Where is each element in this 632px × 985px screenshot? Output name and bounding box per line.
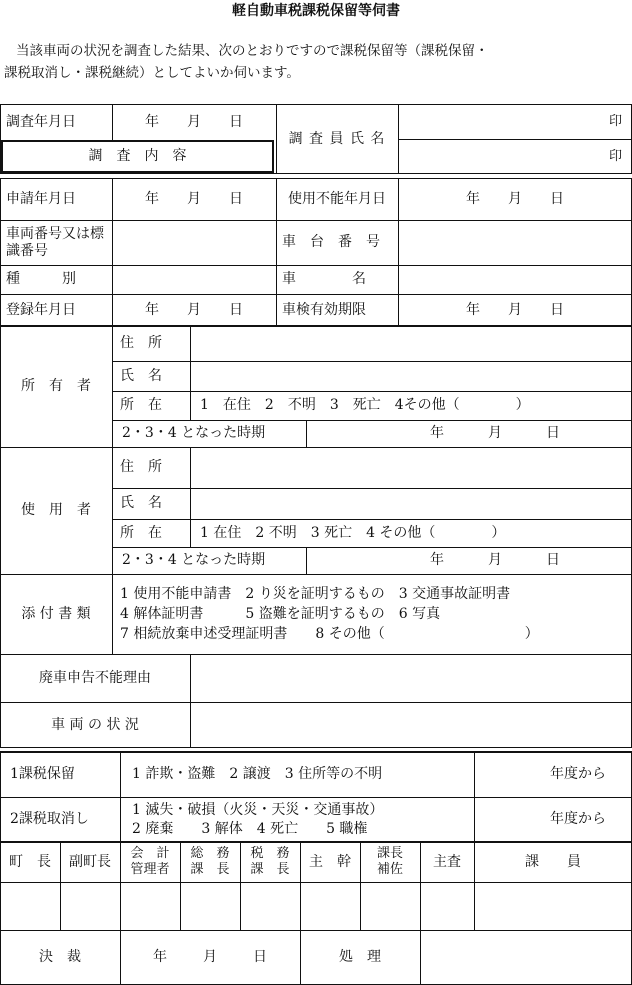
user-name-label: 氏 名 [120,495,162,512]
day-text: 日 [229,113,243,130]
chief-header: 主 幹 [309,853,351,870]
year-text: 年 [430,552,444,569]
chassis-number-value[interactable] [398,220,632,265]
general-affairs-header: 総 務 課 長 [190,846,230,877]
abandon-reason-label: 廃車申告不能理由 [39,669,151,686]
attachment-line-1: 1 使用不能申請書 2 り災を証明するもの 3 交通事故証明書 [120,586,511,602]
stamp-cell-accounting[interactable] [120,882,180,930]
staff-header: 課 員 [525,853,581,870]
day-text: 日 [550,301,564,318]
seal-mark-2: 印 [608,148,622,164]
decision-label: 決 裁 [39,949,81,966]
stamp-cell-general[interactable] [180,882,240,930]
tax-hold-year[interactable]: 年度から [550,766,606,783]
day-text: 日 [550,190,564,207]
intro-line-1: 当該車両の状況を調査した結果、次のとおりですので課税保留等（課税保留・ [16,43,489,59]
attachment-line-2: 4 解体証明書 5 盗難を証明するもの 6 写真 [120,606,441,622]
user-label: 使 用 者 [21,502,91,519]
survey-content-header: 調 査 内 容 [1,140,274,173]
cancel-line-2: 2 廃棄 3 解体 4 死亡 5 職権 [132,820,368,837]
attachments-label: 添 付 書 類 [21,605,91,622]
stamp-cell-chief[interactable] [300,882,360,930]
owner-label: 所 有 者 [21,378,91,395]
attachments-list[interactable] [112,574,632,654]
process-label: 処 理 [339,949,381,966]
year-text: 年 [430,425,444,442]
stamp-cell-mayor[interactable] [0,882,60,930]
stamp-cell-tax[interactable] [240,882,300,930]
survey-date-label: 調査年月日 [6,113,76,130]
tax-chief-header: 税 務 課 長 [250,846,290,877]
owner-address-value[interactable] [190,326,632,361]
owner-when-label: 2・3・4 となった時期 [122,425,266,442]
day-text: 日 [253,949,267,966]
owner-name-label: 氏 名 [120,367,162,384]
owner-whereabouts-label: 所 在 [120,397,162,414]
process-value[interactable] [420,930,632,985]
user-when-value[interactable] [380,547,610,574]
day-text: 日 [546,425,560,442]
vehicle-number-label: 車両番号又は標識番号 [6,225,104,259]
deputy-header: 課長 補佐 [376,846,403,877]
tax-cancel-options[interactable] [120,797,474,842]
car-name-value[interactable] [398,265,632,294]
vehicle-number-value[interactable] [112,220,276,265]
survey-date-value[interactable] [112,104,276,140]
intro-line-2: 課税取消し・課税継続）としてよいか伺います。 [4,65,300,81]
month-text: 月 [508,301,522,318]
day-text: 日 [546,552,560,569]
chassis-number-label: 車 台 番 号 [282,234,380,251]
stamp-cell-vice-mayor[interactable] [60,882,120,930]
owner-when-value[interactable] [380,420,610,447]
day-text: 日 [229,190,243,207]
seal-mark-1: 印 [608,113,622,129]
stamp-cell-deputy[interactable] [360,882,420,930]
month-text: 月 [488,425,502,442]
apply-date-label: 申請年月日 [6,190,76,207]
user-name-value[interactable] [190,488,632,519]
user-when-label: 2・3・4 となった時期 [122,552,266,569]
month-text: 月 [508,190,522,207]
shusa-header: 主査 [433,853,461,870]
year-text: 年 [145,301,159,318]
year-text: 年 [153,949,167,966]
owner-address-label: 住 所 [120,335,162,352]
unusable-date-label: 使用不能年月日 [288,190,386,207]
abandon-reason-value[interactable] [190,654,632,702]
tax-cancel-year[interactable]: 年度から [550,811,606,828]
unusable-date-value[interactable] [398,178,632,220]
vehicle-state-value[interactable] [190,702,632,748]
owner-status-options[interactable]: 1 在住 2 不明 3 死亡 4その他（ ） [200,397,530,414]
intro-text [4,40,624,84]
year-text: 年 [466,301,480,318]
surveyor-label: 調 査 員 氏 名 [288,130,386,147]
year-text: 年 [145,113,159,130]
user-whereabouts-label: 所 在 [120,524,162,541]
attachment-line-3: 7 相続放棄申述受理証明書 8 その他（ ） [120,626,539,642]
year-text: 年 [145,190,159,207]
vice-mayor-header: 副町長 [69,853,111,870]
inspection-label: 車検有効期限 [282,301,366,318]
tax-hold-label: 1課税保留 [10,766,75,783]
owner-name-value[interactable] [190,361,632,391]
vehicle-state-label: 車 両 の 状 況 [51,716,139,733]
tax-hold-options[interactable]: 1 詐欺・盗難 2 譲渡 3 住所等の不明 [132,766,383,783]
inspection-value[interactable] [398,294,632,326]
kind-label: 種 別 [6,271,76,288]
month-text: 月 [488,552,502,569]
user-address-value[interactable] [190,447,632,488]
accounting-header: 会 計 管理者 [130,846,170,877]
car-name-label: 車 名 [282,271,366,288]
kind-value[interactable] [112,265,276,294]
stamp-cell-staff[interactable] [474,882,632,930]
apply-date-value[interactable] [112,178,276,220]
registration-date-label: 登録年月日 [6,301,76,318]
cancel-line-1: 1 滅失・破損（火災・天災・交通事故） [132,801,384,818]
day-text: 日 [229,301,243,318]
registration-date-value[interactable] [112,294,276,326]
year-text: 年 [466,190,480,207]
form-title: 軽自動車税課税保留等伺書 [232,3,400,19]
decision-date-value[interactable] [120,930,300,985]
mayor-header: 町 長 [9,853,51,870]
month-text: 月 [187,190,201,207]
month-text: 月 [203,949,217,966]
user-address-label: 住 所 [120,459,162,476]
month-text: 月 [187,113,201,130]
tax-cancel-label: 2課税取消し [10,811,89,828]
stamp-cell-shusa[interactable] [420,882,474,930]
user-status-options[interactable]: 1 在住 2 不明 3 死亡 4 その他（ ） [200,524,506,541]
month-text: 月 [187,301,201,318]
